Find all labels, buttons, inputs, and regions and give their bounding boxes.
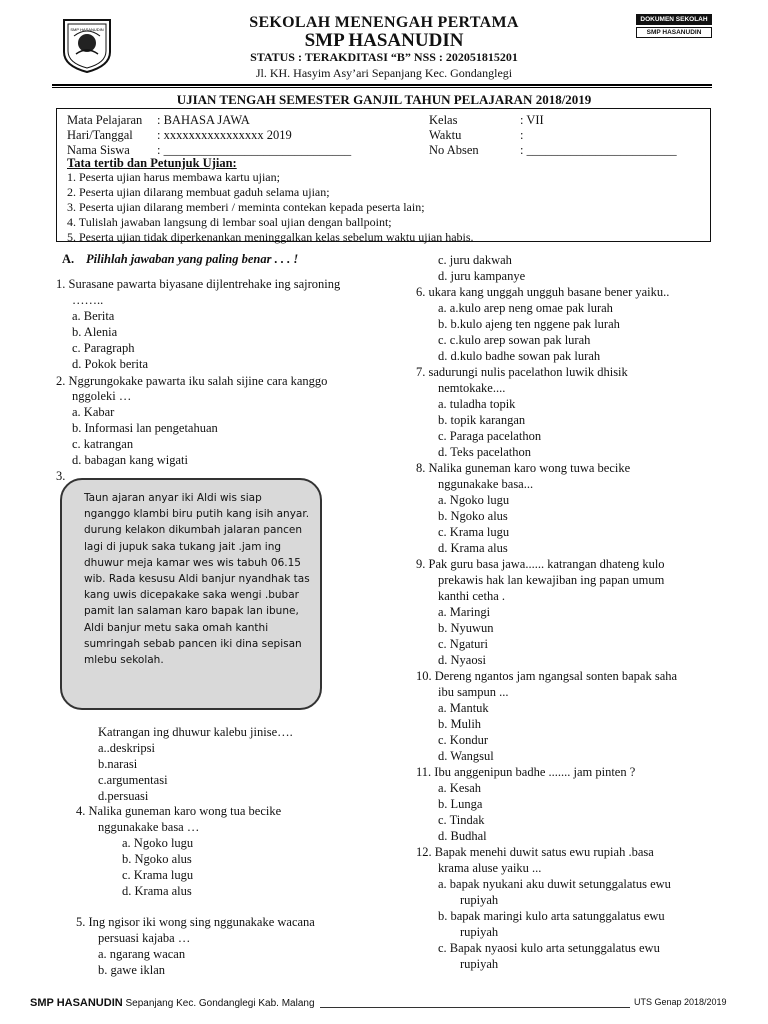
- school-type: SEKOLAH MENENGAH PERTAMA: [249, 14, 519, 31]
- question-2: 2. Nggrungokake pawarta iku salah sijine cara kanggo: [56, 374, 328, 388]
- option: d. juru kampanye: [438, 269, 526, 283]
- question-4-cont: nggunakake basa …: [98, 820, 200, 834]
- hari-label: Hari/Tanggal: [67, 128, 133, 142]
- option: c. Paragraph: [72, 341, 135, 355]
- option: c. Tindak: [438, 813, 485, 827]
- option: a..deskripsi: [98, 741, 155, 755]
- nama-label: Nama Siswa: [67, 143, 130, 157]
- option: c. Krama lugu: [122, 868, 194, 882]
- option: a. Kabar: [72, 405, 115, 419]
- rule-item: 3. Peserta ujian dilarang memberi / meminta contekan kepada peserta lain;: [67, 200, 425, 214]
- option: b. topik karangan: [438, 413, 526, 427]
- footer-address: Sepanjang Kec. Gondanglegi Kab. Malang: [125, 998, 315, 1009]
- option: b. gawe iklan: [98, 963, 165, 977]
- option: b. Alenia: [72, 325, 118, 339]
- question-12-cont: krama aluse yaiku ...: [438, 861, 542, 875]
- exam-title: UJIAN TENGAH SEMESTER GANJIL TAHUN PELAJARAN 2018/2019: [176, 92, 592, 107]
- option: a. Ngoko lugu: [438, 493, 510, 507]
- option: d. Krama alus: [438, 541, 508, 555]
- option: d. babagan kang wigati: [72, 453, 188, 467]
- option: a. Mantuk: [438, 701, 489, 715]
- info-box: [56, 108, 711, 242]
- option: a. bapak nyukani aku duwit setunggalatus ewu: [438, 877, 671, 891]
- question-3-stem: Katrangan ing dhuwur kalebu jinise….: [98, 725, 293, 739]
- footer-rule: [320, 1007, 630, 1008]
- option: d. Budhal: [438, 829, 487, 843]
- option: b. Informasi lan pengetahuan: [72, 421, 218, 435]
- option-cont: rupiyah: [460, 957, 499, 971]
- option: a. Kesah: [438, 781, 482, 795]
- waktu-value: :: [520, 128, 524, 142]
- option: d. Pokok berita: [72, 357, 149, 371]
- mapel-value: : BAHASA JAWA: [157, 113, 250, 127]
- question-3: 3.: [56, 469, 66, 483]
- absen-label: No Absen: [429, 143, 479, 157]
- question-5: 5. Ing ngisor iki wong sing nggunakake wacana: [76, 915, 315, 929]
- kelas-value: : VII: [520, 113, 544, 127]
- option: d. Wangsul: [438, 749, 494, 763]
- question-8: 8. Nalika guneman karo wong tuwa becike: [416, 461, 631, 475]
- rule-item: 1. Peserta ujian harus membawa kartu ujian;: [67, 170, 280, 184]
- school-address: Jl. KH. Hasyim Asy’ari Sepanjang Kec. Gondanglegi: [255, 66, 513, 80]
- question-1: 1. Surasane pawarta biyasane dijlentrehake ing sajroning: [56, 277, 341, 291]
- footer-left: [30, 997, 315, 1009]
- rule-item: 5. Peserta ujian tidak diperkenankan meninggalkan kelas sebelum waktu ujian habis.: [67, 230, 474, 244]
- svg-text:SMP HASANUDIN: SMP HASANUDIN: [70, 27, 104, 32]
- option: c. c.kulo arep sowan pak lurah: [438, 333, 591, 347]
- question-7: 7. sadurungi nulis pacelathon luwik dhisik: [416, 365, 628, 379]
- option: a. Ngoko lugu: [122, 836, 194, 850]
- reading-passage: Taun ajaran anyar iki Aldi wis siap nganggo klambi biru putih kang isih anyar. durung kelakon dikumbah jalaran pancen lagi di jupuk saka tukang jait .jam ing dhuwur meja kamar wes wis tabuh 06.15 wib. Rada kesusu Aldi banjur nyandhak tas kang uwis dicepakake saka wengi .bubar pamit lan salaman karo bapak lan ibune, Aldi banjur metu saka omah kanthi sumringah sebab pancen iki dina sepisan mlebu sekolah.: [60, 478, 322, 710]
- question-9-cont: prekawis hak lan kewajiban ing papan umum: [438, 573, 665, 587]
- nama-value: : ______________________________: [157, 143, 352, 157]
- header-rule: [52, 84, 712, 86]
- question-7-cont: nemtokake....: [438, 381, 506, 395]
- question-9: 9. Pak guru basa jawa...... katrangan dhateng kulo: [416, 557, 665, 571]
- option: c. Paraga pacelathon: [438, 429, 542, 443]
- question-12: 12. Bapak menehi duwit satus ewu rupiah .basa: [416, 845, 654, 859]
- option: c. Bapak nyaosi kulo arta setunggalatus ewu: [438, 941, 660, 955]
- waktu-label: Waktu: [429, 128, 462, 142]
- option: b. b.kulo ajeng ten nggene pak lurah: [438, 317, 620, 331]
- question-8-cont: nggunakake basa...: [438, 477, 534, 491]
- footer-school: SMP HASANUDIN: [30, 997, 123, 1009]
- question-10-cont: ibu sampun ...: [438, 685, 509, 699]
- option: a. Berita: [72, 309, 115, 323]
- option: b.narasi: [98, 757, 138, 771]
- question-4: 4. Nalika guneman karo wong tua becike: [76, 804, 282, 818]
- option: c. Kondur: [438, 733, 488, 747]
- option: a. a.kulo arep neng omae pak lurah: [438, 301, 613, 315]
- option: c. katrangan: [72, 437, 134, 451]
- question-2-cont: nggoleki …: [72, 389, 132, 403]
- header-rule-thin: [52, 87, 712, 88]
- option: c. Krama lugu: [438, 525, 510, 539]
- mapel-label: Mata Pelajaran: [67, 113, 143, 127]
- question-11: 11. Ibu anggenipun badhe ....... jam pinten ?: [416, 765, 636, 779]
- option: b. Mulih: [438, 717, 482, 731]
- document-badge: DOKUMEN SEKOLAH: [636, 14, 712, 25]
- kelas-label: Kelas: [429, 113, 458, 127]
- option: c. Ngaturi: [438, 637, 488, 651]
- section-letter: A.: [62, 252, 75, 266]
- option: b. Ngoko alus: [438, 509, 508, 523]
- option: c.argumentasi: [98, 773, 168, 787]
- footer-right: UTS Genap 2018/2019: [634, 997, 727, 1007]
- school-name: SMP HASANUDIN: [304, 30, 464, 51]
- option: b. Nyuwun: [438, 621, 494, 635]
- question-9-cont2: kanthi cetha .: [438, 589, 505, 603]
- option: a. Maringi: [438, 605, 491, 619]
- option: d. Nyaosi: [438, 653, 486, 667]
- option: a. tuladha topik: [438, 397, 516, 411]
- hari-value: : xxxxxxxxxxxxxxxx 2019: [157, 128, 292, 142]
- section-instruction: Pilihlah jawaban yang paling benar . . . !: [86, 252, 299, 266]
- option: a. ngarang wacan: [98, 947, 186, 961]
- school-status: STATUS : TERAKDITASI “B” NSS : 202051815201: [250, 50, 518, 64]
- option: d. d.kulo badhe sowan pak lurah: [438, 349, 601, 363]
- rule-item: 4. Tulislah jawaban langsung di lembar soal ujian dengan ballpoint;: [67, 215, 392, 229]
- option: d. Teks pacelathon: [438, 445, 531, 459]
- question-1-cont: ……..: [72, 293, 104, 307]
- question-6: 6. ukara kang unggah ungguh basane bener yaiku..: [416, 285, 670, 299]
- rule-item: 2. Peserta ujian dilarang membuat gaduh selama ujian;: [67, 185, 330, 199]
- option: c. juru dakwah: [438, 253, 512, 267]
- option-cont: rupiyah: [460, 893, 499, 907]
- school-badge: SMP HASANUDIN: [636, 27, 712, 38]
- option: d.persuasi: [98, 789, 149, 803]
- option: d. Krama alus: [122, 884, 192, 898]
- option-cont: rupiyah: [460, 925, 499, 939]
- option: b. Ngoko alus: [122, 852, 192, 866]
- question-10: 10. Dereng ngantos jam ngangsal sonten bapak saha: [416, 669, 678, 683]
- option: b. Lunga: [438, 797, 483, 811]
- question-5-cont: persuasi kajaba …: [98, 931, 191, 945]
- absen-value: : ________________________: [520, 143, 677, 157]
- option: b. bapak maringi kulo arta satunggalatus ewu: [438, 909, 665, 923]
- rules-title: Tata tertib dan Petunjuk Ujian:: [67, 156, 237, 170]
